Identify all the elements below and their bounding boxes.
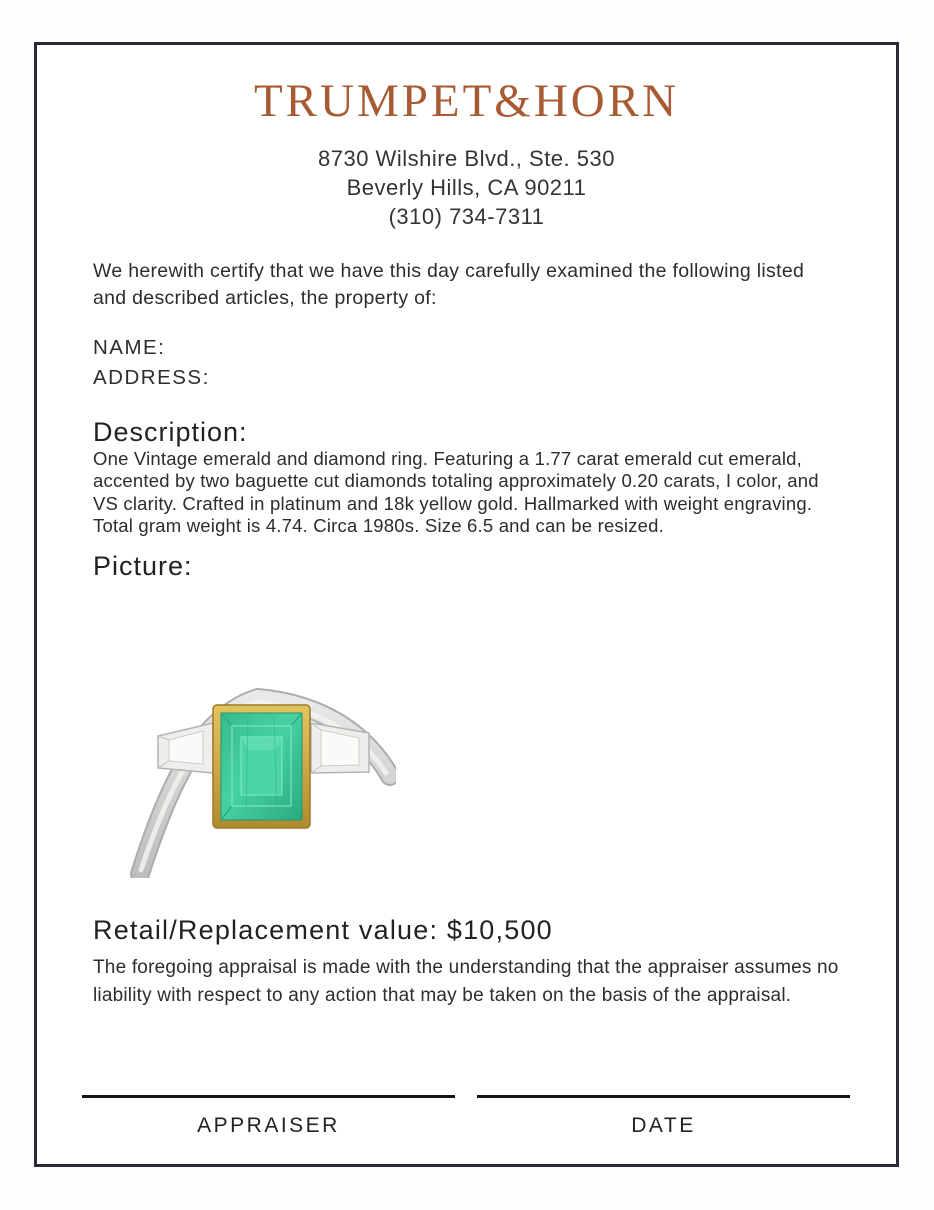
address-city: Beverly Hills, CA 90211 xyxy=(346,175,587,200)
date-label: DATE xyxy=(631,1114,696,1137)
retail-value-label: Retail/Replacement value: xyxy=(93,915,439,945)
retail-value-amount: $10,500 xyxy=(446,915,553,945)
description-heading: Description: xyxy=(93,417,248,447)
baguette-diamond-left xyxy=(158,723,213,773)
ring-photo xyxy=(128,676,396,878)
owner-address-label: ADDRESS: xyxy=(93,366,210,389)
picture-heading: Picture: xyxy=(93,551,193,581)
description-text: One Vintage emerald and diamond ring. Featuring a 1.77 carat emerald cut emerald, accented by two baguette cut diamonds totaling approximately 0.20 carats, I color, and VS clarity. Crafted in platinum and 18k yellow gold. Hallmarked with weight engraving. Total gram weight is 4.74. Circa 1980s. Size 6.5 and can be resized. xyxy=(93,448,819,537)
address-street: 8730 Wilshire Blvd., Ste. 530 xyxy=(318,146,615,171)
certification-statement: We herewith certify that we have this day carefully examined the following listed and described articles, the property of: xyxy=(93,260,805,309)
address-phone: (310) 734-7311 xyxy=(388,204,545,229)
emerald-ring-illustration xyxy=(128,676,396,878)
disclaimer-text: The foregoing appraisal is made with the understanding that the appraiser assumes no liability with respect to any action that may be taken on the basis of the appraisal. xyxy=(93,957,839,1006)
owner-fields xyxy=(93,333,210,393)
company-address-block xyxy=(37,144,896,231)
brand-logo: TRUMPET&HORN xyxy=(253,75,680,127)
owner-name-label: NAME: xyxy=(93,336,166,359)
retail-value-line xyxy=(93,913,553,947)
appraiser-label: APPRAISER xyxy=(197,1114,340,1137)
emerald-stone xyxy=(213,705,310,828)
certificate-border-frame xyxy=(34,42,899,1167)
appraiser-signature-line xyxy=(82,1095,455,1138)
date-signature-line xyxy=(477,1095,850,1138)
